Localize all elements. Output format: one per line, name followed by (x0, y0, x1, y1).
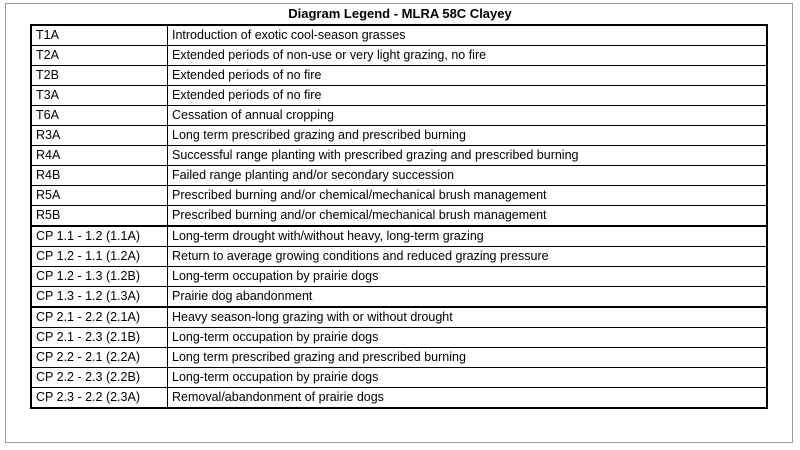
table-row (31, 126, 767, 146)
row-description: Successful range planting with prescribed grazing and prescribed burning (168, 146, 768, 166)
row-code: T3A (31, 86, 168, 106)
table-row (31, 287, 767, 308)
table-row (31, 307, 767, 328)
table-row (31, 166, 767, 186)
row-code: CP 2.2 - 2.1 (2.2A) (31, 348, 168, 368)
row-code: R5B (31, 206, 168, 227)
table-row (31, 348, 767, 368)
row-code: CP 1.1 - 1.2 (1.1A) (31, 226, 168, 247)
row-code: CP 2.1 - 2.3 (2.1B) (31, 328, 168, 348)
table-row (31, 106, 767, 126)
row-code: T1A (31, 25, 168, 46)
table-row (31, 368, 767, 388)
row-description: Long term prescribed grazing and prescribed burning (168, 126, 768, 146)
row-description: Return to average growing conditions and reduced grazing pressure (168, 247, 768, 267)
row-description: Long term prescribed grazing and prescribed burning (168, 348, 768, 368)
row-description: Heavy season-long grazing with or without drought (168, 307, 768, 328)
row-code: R5A (31, 186, 168, 206)
table-row (31, 267, 767, 287)
table-row (31, 388, 767, 409)
row-description: Long-term occupation by prairie dogs (168, 368, 768, 388)
row-description: Extended periods of no fire (168, 86, 768, 106)
legend-table (30, 24, 768, 409)
table-row (31, 186, 767, 206)
row-description: Long-term drought with/without heavy, long-term grazing (168, 226, 768, 247)
table-row (31, 206, 767, 227)
table-row (31, 86, 767, 106)
row-description: Introduction of exotic cool-season grasses (168, 25, 768, 46)
row-description: Failed range planting and/or secondary succession (168, 166, 768, 186)
table-row (31, 146, 767, 166)
row-code: CP 1.2 - 1.1 (1.2A) (31, 247, 168, 267)
table-row (31, 46, 767, 66)
row-code: T6A (31, 106, 168, 126)
table-row (31, 226, 767, 247)
row-description: Removal/abandonment of prairie dogs (168, 388, 768, 409)
row-code: CP 2.1 - 2.2 (2.1A) (31, 307, 168, 328)
row-code: T2A (31, 46, 168, 66)
row-description: Long-term occupation by prairie dogs (168, 328, 768, 348)
row-code: R4B (31, 166, 168, 186)
row-description: Prescribed burning and/or chemical/mechanical brush management (168, 206, 768, 227)
row-code: R3A (31, 126, 168, 146)
row-code: T2B (31, 66, 168, 86)
table-row (31, 66, 767, 86)
row-description: Prairie dog abandonment (168, 287, 768, 308)
legend-title: Diagram Legend - MLRA 58C Clayey (288, 6, 512, 21)
row-description: Prescribed burning and/or chemical/mechanical brush management (168, 186, 768, 206)
table-row (31, 328, 767, 348)
row-description: Long-term occupation by prairie dogs (168, 267, 768, 287)
row-description: Extended periods of no fire (168, 66, 768, 86)
row-code: CP 2.3 - 2.2 (2.3A) (31, 388, 168, 409)
row-code: CP 1.3 - 1.2 (1.3A) (31, 287, 168, 308)
table-row (31, 247, 767, 267)
row-code: CP 1.2 - 1.3 (1.2B) (31, 267, 168, 287)
row-description: Cessation of annual cropping (168, 106, 768, 126)
row-code: CP 2.2 - 2.3 (2.2B) (31, 368, 168, 388)
table-row (31, 25, 767, 46)
row-code: R4A (31, 146, 168, 166)
row-description: Extended periods of non-use or very light grazing, no fire (168, 46, 768, 66)
